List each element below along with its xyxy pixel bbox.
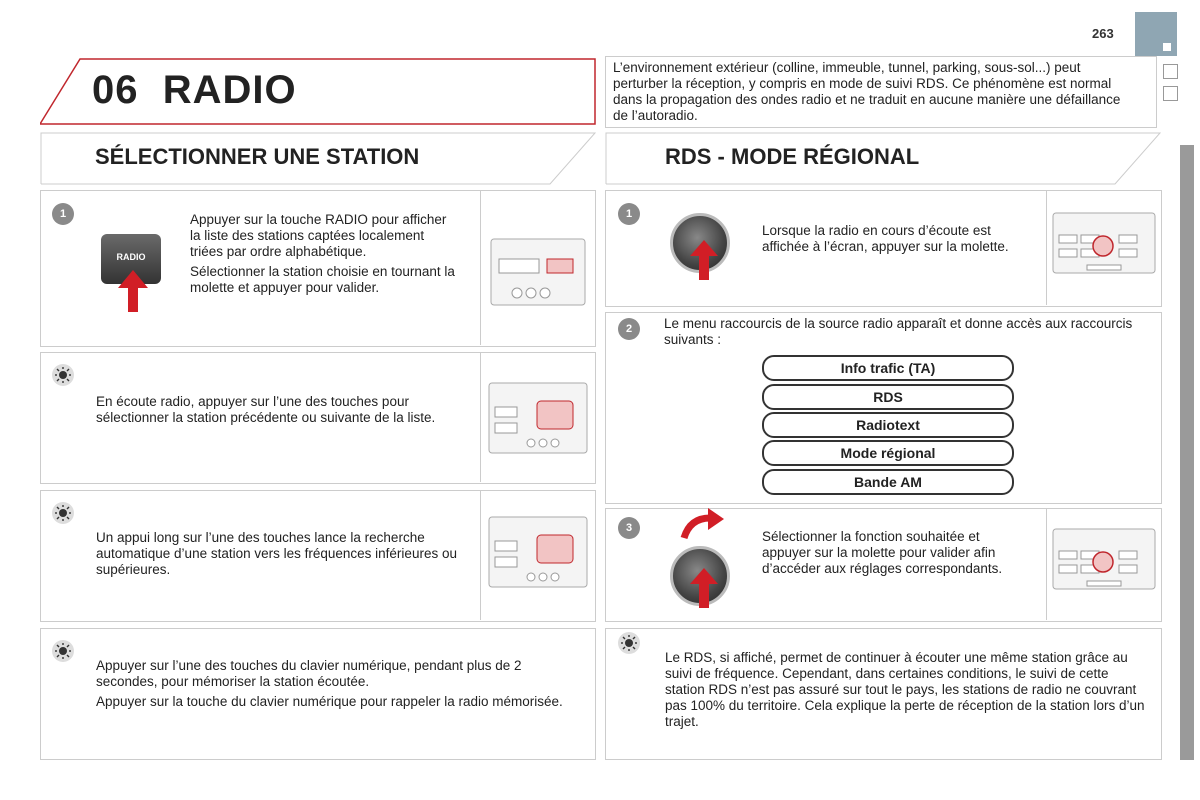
lamp-tip-icon <box>618 632 640 654</box>
paragraph: Appuyer sur la touche RADIO pour afficher la liste des stations captées localement triées par ordre alphabétique. <box>190 212 447 259</box>
step-badge: 3 <box>618 517 640 539</box>
section-title: SÉLECTIONNER UNE STATION <box>95 144 420 169</box>
tip-text: Un appui long sur l’une des touches lance la recherche automatique d’une station vers les fréquences inférieures ou supérieures. <box>96 530 457 577</box>
left-section-header <box>40 132 595 184</box>
paragraph: Appuyer sur la touche du clavier numérique pour rappeler la radio mémorisée. <box>96 694 563 709</box>
step-text: Le menu raccourcis de la source radio apparaît et donne accès aux raccourcis suivants : <box>664 316 1133 347</box>
step-text: Lorsque la radio en cours d’écoute est affichée à l’écran, appuyer sur la molette. <box>762 223 1009 254</box>
radio-panel-illustration <box>1046 509 1161 620</box>
step-text <box>190 212 460 300</box>
chapter-tab <box>1135 12 1177 56</box>
paragraph: Appuyer sur l’une des touches du clavier numérique, pendant plus de 2 secondes, pour mémoriser la station écoutée. <box>96 658 522 689</box>
lamp-tip-icon <box>52 502 74 524</box>
section-title: RDS - MODE RÉGIONAL <box>665 144 920 169</box>
red-up-arrow-icon <box>690 240 718 280</box>
radio-panel-illustration <box>1046 191 1161 305</box>
step-badge: 1 <box>618 203 640 225</box>
checkbox-icon <box>1163 64 1178 79</box>
red-up-arrow-icon <box>690 568 718 608</box>
radio-panel-illustration <box>480 353 595 482</box>
menu-item-info-trafic[interactable]: Info trafic (TA) <box>762 355 1014 381</box>
right-section-header <box>605 132 1160 184</box>
radio-key-icon: RADIO <box>101 234 161 284</box>
radio-panel-illustration <box>480 191 595 345</box>
menu-item-mode-regional[interactable]: Mode régional <box>762 440 1014 466</box>
step-badge: 2 <box>618 318 640 340</box>
intro-text: L’environnement extérieur (colline, immeuble, tunnel, parking, sous-sol...) peut perturber la réception, y compris en mode de suivi RDS. Ce phénomène est normal dans la propagation des ondes radio et ne traduit en aucune manière une défaillance de l’autoradio. <box>613 60 1121 123</box>
chapter-number: 06 <box>92 68 139 112</box>
step-badge: 1 <box>52 203 74 225</box>
paragraph: Sélectionner la station choisie en tournant la molette et appuyer pour valider. <box>190 264 455 295</box>
chapter-name: RADIO <box>162 68 297 112</box>
side-thumb-bar <box>1180 145 1194 760</box>
tip-text: Le RDS, si affiché, permet de continuer à écouter une même station grâce au suivi de fréquence. Cependant, dans certaines conditions, le suivi de cette station RDS n’est pas assuré sur tout le pays, les stations de radio ne couvrant pas 100% du territoire. Cela explique la perte de réception de la station lors d’un trajet. <box>665 650 1145 729</box>
menu-item-bande-am[interactable]: Bande AM <box>762 469 1014 495</box>
checkbox-icon <box>1163 86 1178 101</box>
tip-text: En écoute radio, appuyer sur l’une des touches pour sélectionner la station précédente ou suivante de la liste. <box>96 394 436 425</box>
radio-panel-illustration <box>480 491 595 620</box>
page-number: 263 <box>1092 26 1114 41</box>
lamp-tip-icon <box>52 640 74 662</box>
menu-item-radiotext[interactable]: Radiotext <box>762 412 1014 438</box>
red-up-arrow-icon <box>118 270 148 312</box>
red-curved-arrow-icon <box>680 508 726 540</box>
menu-item-rds[interactable]: RDS <box>762 384 1014 410</box>
lamp-tip-icon <box>52 364 74 386</box>
step-text: Sélectionner la fonction souhaitée et appuyer sur la molette pour valider afin d’accéder aux réglages correspondants. <box>762 529 1003 576</box>
tip-text <box>96 658 576 714</box>
chapter-title <box>92 68 297 113</box>
